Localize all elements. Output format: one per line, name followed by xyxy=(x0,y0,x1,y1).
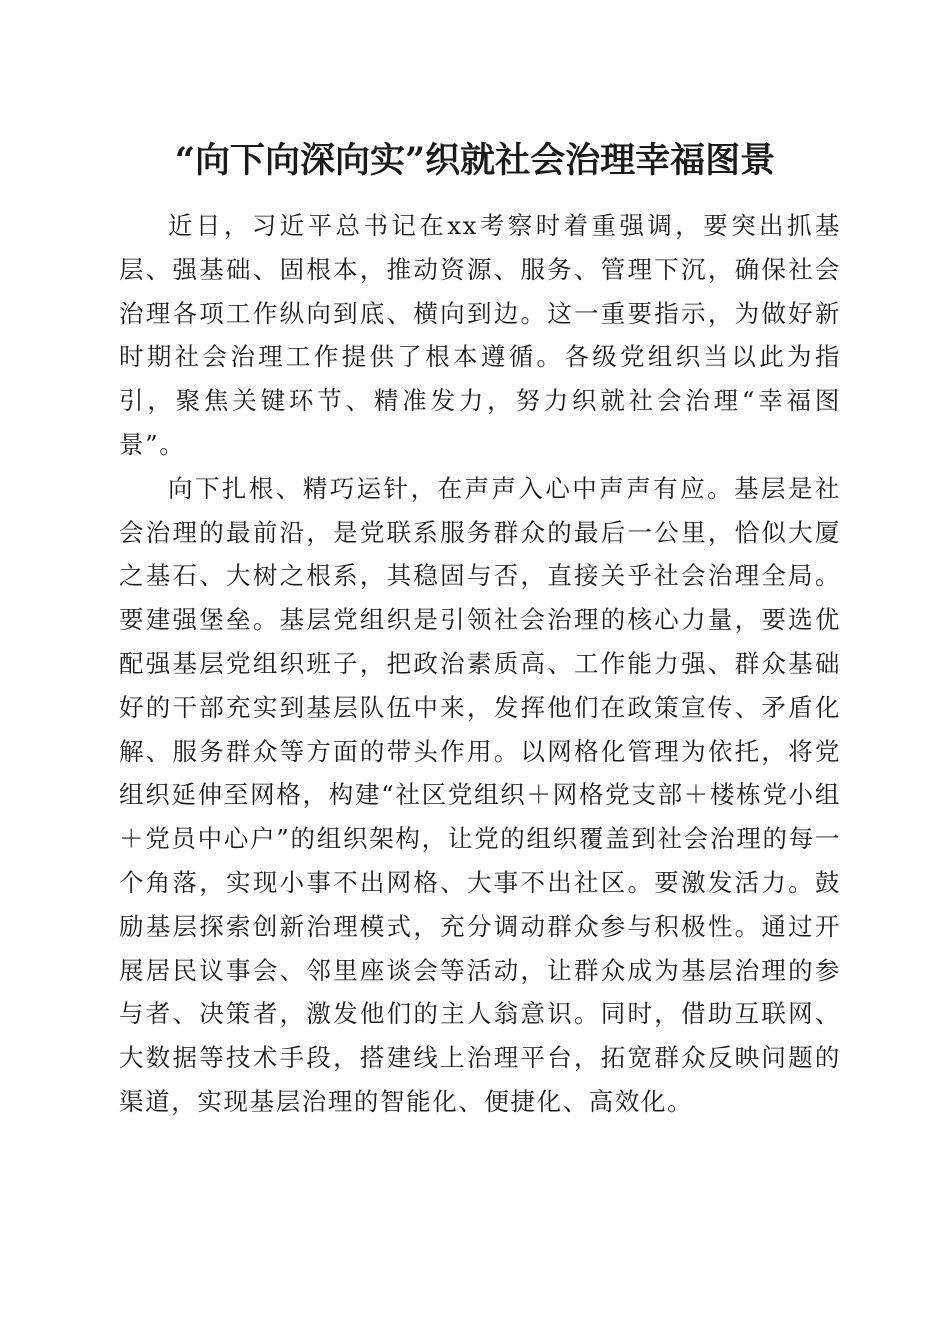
paragraph-2: 向下扎根、精巧运针，在声声入心中声声有应。基层是社会治理的最前沿，是党联系服务群众的最后一公里，恰似大厦之基石、大树之根系，其稳固与否，直接关乎社会治理全局。要建强堡垒。基层党组织是引领社会治理的核心力量，要选优配强基层党组织班子，把政治素质高、工作能力强、群众基础好的干部充实到基层队伍中来，发挥他们在政策宣传、矛盾化解、服务群众等方面的带头作用。以网格化管理为依托，将党组织延伸至网格，构建“社区党组织＋网格党支部＋楼栋党小组＋党员中心户”的组织架构，让党的组织覆盖到社会治理的每一个角落，实现小事不出网格、大事不出社区。要激发活力。鼓励基层探索创新治理模式，充分调动群众参与积极性。通过开展居民议事会、邻里座谈会等活动，让群众成为基层治理的参与者、决策者，激发他们的主人翁意识。同时，借助互联网、大数据等技术手段，搭建线上治理平台，拓宽群众反映问题的渠道，实现基层治理的智能化、便捷化、高效化。 xyxy=(119,473,841,1116)
article-body xyxy=(119,204,841,1124)
paragraph-1: 近日，习近平总书记在xx考察时着重强调，要突出抓基层、强基础、固根本，推动资源、服务、管理下沉，确保社会治理各项工作纵向到底、横向到边。这一重要指示，为做好新时期社会治理工作提供了根本遵循。各级党组织当以此为指引，聚焦关键环节、精准发力，努力织就社会治理“幸福图景”。 xyxy=(119,211,841,459)
page-title: “向下向深向实”织就社会治理幸福图景 xyxy=(174,140,776,181)
